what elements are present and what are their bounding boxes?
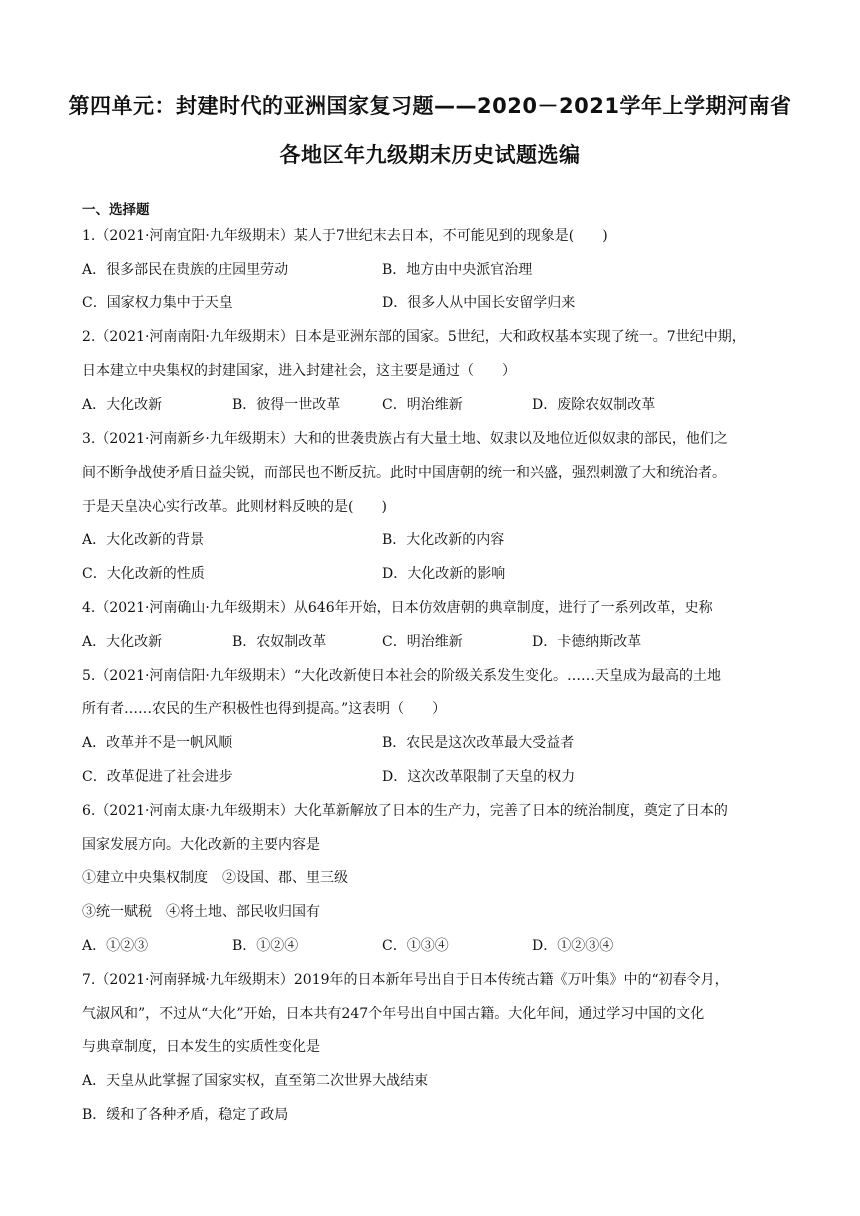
- question-text-line: 间不断争战使矛盾日益尖锐，而部民也不断反抗。此时中国唐朝的统一和兴盛，强烈刺激了大和统治者。: [82, 465, 726, 481]
- question-text-line: 5.（2021·河南信阳·九年级期末）“大化改新使日本社会的阶级关系发生变化。……天皇成为最高的土地: [82, 668, 722, 684]
- question-text-line: ①建立中央集权制度 ②设国、郡、里三级: [82, 870, 348, 886]
- question-text-line: 所有者……农民的生产积极性也得到提高。”这表明（ ）: [82, 701, 447, 717]
- option-a: A．大化改新: [82, 397, 163, 413]
- question-text-line: 4.（2021·河南确山·九年级期末）从646年开始，日本仿效唐朝的典章制度，进行了一系列改革，史称: [82, 600, 713, 616]
- page-title-line-2: 各地区年九级期末历史试题选编: [279, 143, 581, 167]
- question-text-line: 与典章制度，日本发生的实质性变化是: [82, 1039, 320, 1055]
- option-b: B．地方由中央派官治理: [382, 262, 533, 278]
- option-a: A．大化改新的背景: [82, 532, 205, 548]
- option-d: D．这次改革限制了天皇的权力: [382, 769, 576, 785]
- question-text-line: 7.（2021·河南驿城·九年级期末）2019年的日本新年号出自于日本传统古籍《万叶集》中的“初春令月，: [82, 972, 729, 988]
- option-d: D．卡德纳斯改革: [532, 634, 642, 650]
- section-heading: 一、选择题: [82, 202, 150, 218]
- question-text-line: 气淑风和”，不过从“大化”开始，日本共有247个年号出自中国古籍。大化年间，通过学习中国的文化: [82, 1006, 705, 1022]
- option-b: B．缓和了各种矛盾，稳定了政局: [82, 1107, 289, 1123]
- option-c: C．①③④: [382, 938, 449, 954]
- option-d: D．很多人从中国长安留学归来: [382, 295, 576, 311]
- option-b: B．农奴制改革: [232, 634, 327, 650]
- option-a: A．改革并不是一帆风顺: [82, 735, 233, 751]
- option-c: C．国家权力集中于天皇: [82, 295, 233, 311]
- question-text-line: 6.（2021·河南太康·九年级期末）大化革新解放了日本的生产力，完善了日本的统治制度，奠定了日本的: [82, 803, 728, 819]
- option-c: C．明治维新: [382, 397, 463, 413]
- question-text-line: 于是天皇决心实行改革。此则材料反映的是( ): [82, 499, 387, 515]
- question-text-line: 国家发展方向。大化改新的主要内容是: [82, 837, 320, 853]
- question-text-line: ③统一赋税 ④将土地、部民收归国有: [82, 904, 320, 920]
- question-text-line: 1.（2021·河南宜阳·九年级期末）某人于7世纪末去日本，不可能见到的现象是( ): [82, 228, 608, 244]
- option-c: C．改革促进了社会进步: [82, 769, 233, 785]
- option-a: A．①②③: [82, 938, 149, 954]
- option-b: B．农民是这次改革最大受益者: [382, 735, 575, 751]
- option-b: B．①②④: [232, 938, 299, 954]
- question-text-line: 日本建立中央集权的封建国家，进入封建社会，这主要是通过（ ）: [82, 363, 516, 379]
- option-a: A．大化改新: [82, 634, 163, 650]
- question-text-line: 2.（2021·河南南阳·九年级期末）日本是亚洲东部的国家。5世纪，大和政权基本实现了统一。7世纪中期，: [82, 329, 746, 345]
- option-a: A．很多部民在贵族的庄园里劳动: [82, 262, 289, 278]
- option-b: B．大化改新的内容: [382, 532, 505, 548]
- option-c: C．大化改新的性质: [82, 566, 205, 582]
- option-c: C．明治维新: [382, 634, 463, 650]
- option-d: D．大化改新的影响: [382, 566, 506, 582]
- option-d: D．①②③④: [532, 938, 614, 954]
- option-d: D．废除农奴制改革: [532, 397, 656, 413]
- option-a: A．天皇从此掌握了国家实权，直至第二次世界大战结束: [82, 1073, 429, 1089]
- page-title-line-1: 第四单元：封建时代的亚洲国家复习题——2020－2021学年上学期河南省: [68, 94, 792, 118]
- question-text-line: 3.（2021·河南新乡·九年级期末）大和的世袭贵族占有大量土地、奴隶以及地位近似奴隶的部民，他们之: [82, 431, 728, 447]
- option-b: B．彼得一世改革: [232, 397, 341, 413]
